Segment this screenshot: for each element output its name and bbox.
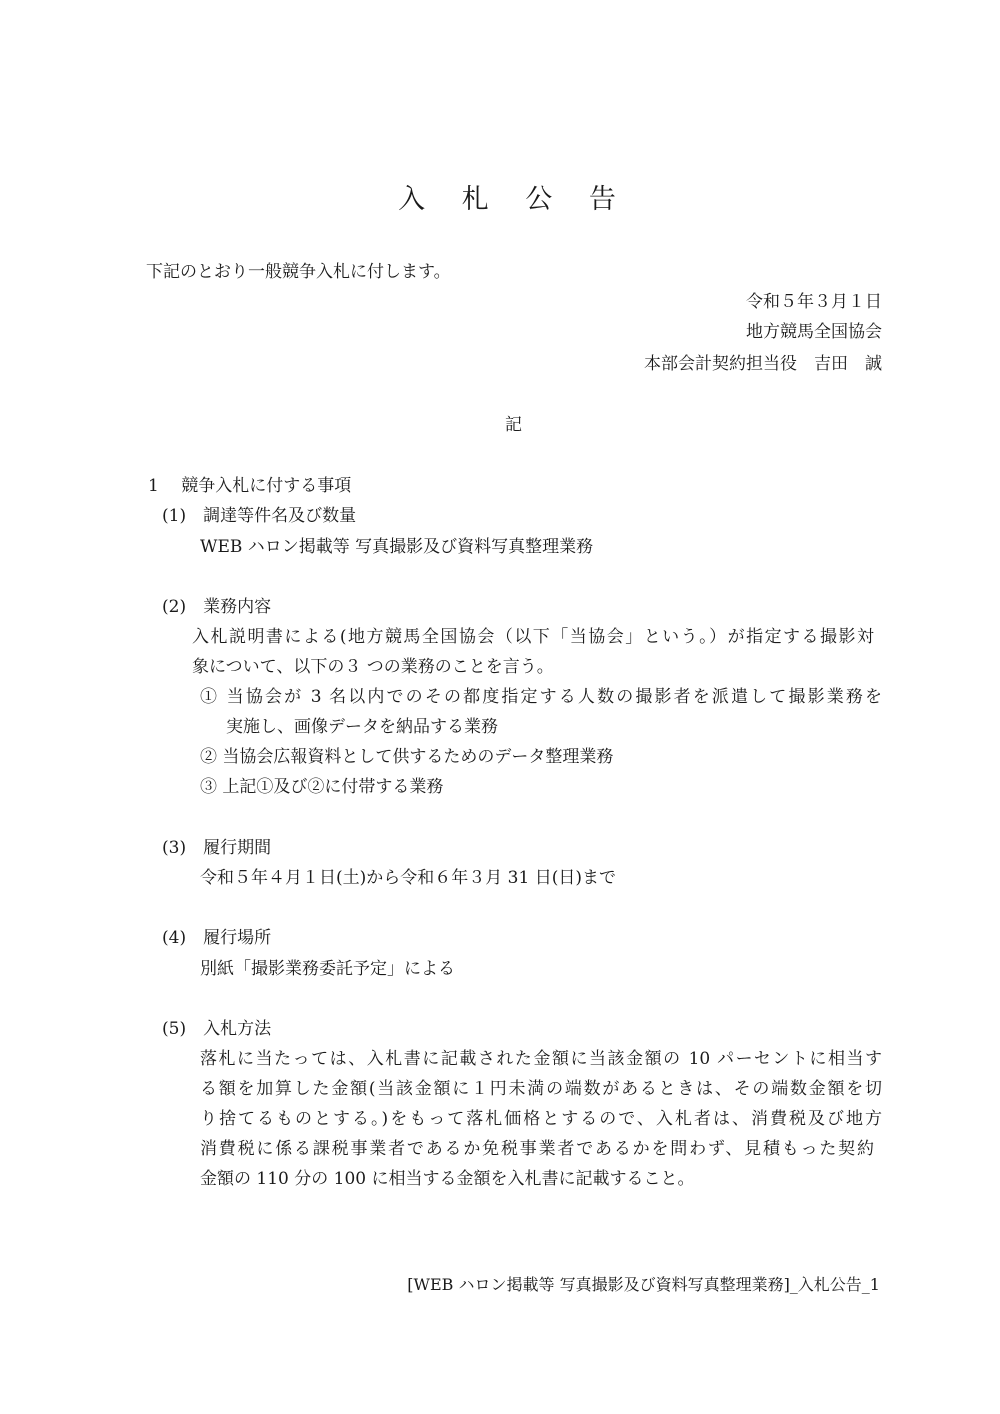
item-2-body-line-2: 象について、以下の３ つの業務のことを言う。 — [192, 657, 554, 677]
item-4-heading: (4) 履行場所 — [162, 928, 272, 948]
notice-date: 令和５年３月１日 — [746, 292, 882, 312]
item-2-sub-1-line-2: 実施し、画像データを納品する業務 — [226, 717, 498, 737]
item-5-line-4: 消費税に係る課税事業者であるか免税事業者であるかを問わず、見積もった契約 — [200, 1139, 874, 1159]
item-3-body: 令和５年４月１日(土)から令和６年３月 31 日(日)まで — [200, 868, 616, 888]
item-2-sub-2: ② 当協会広報資料として供するためのデータ整理業務 — [200, 747, 614, 767]
item-2-sub-3: ③ 上記①及び②に付帯する業務 — [200, 777, 444, 797]
section-1-heading: 1 競争入札に付する事項 — [148, 476, 352, 496]
item-5-line-3: り捨てるものとする。)をもって落札価格とするので、入札者は、消費税及び地方 — [200, 1109, 882, 1129]
item-3-heading: (3) 履行期間 — [162, 838, 272, 858]
item-5-line-5: 金額の 110 分の 100 に相当する金額を入札書に記載すること。 — [200, 1169, 695, 1189]
item-5-line-1: 落札に当たっては、入札書に記載された金額に当該金額の 10 パーセントに相当す — [200, 1049, 882, 1069]
page-footer: [WEB ハロン掲載等 写真撮影及び資料写真整理業務]_入札公告_1 — [407, 1275, 880, 1294]
item-5-heading: (5) 入札方法 — [162, 1019, 272, 1039]
item-4-body: 別紙「撮影業務委託予定」による — [200, 959, 455, 979]
contract-officer: 本部会計契約担当役 吉田 誠 — [644, 354, 882, 374]
item-5-line-2: る額を加算した金額(当該金額に１円未満の端数があるときは、その端数金額を切 — [200, 1079, 882, 1099]
item-1-body: WEB ハロン掲載等 写真撮影及び資料写真整理業務 — [200, 537, 594, 557]
intro-text: 下記のとおり一般競争入札に付します。 — [146, 262, 451, 282]
item-2-sub-1-line-1: ① 当協会が 3 名以内でのその都度指定する人数の撮影者を派遣して撮影業務を — [200, 687, 882, 707]
item-1-heading: (1) 調達等件名及び数量 — [162, 506, 357, 526]
item-2-heading: (2) 業務内容 — [162, 597, 272, 617]
page-title: 入 札 公 告 — [398, 184, 630, 215]
ki-heading: 記 — [505, 415, 522, 435]
organization-name: 地方競馬全国協会 — [746, 322, 882, 342]
item-2-body-line-1: 入札説明書による(地方競馬全国協会（以下「当協会」という。）が指定する撮影対 — [192, 627, 874, 647]
